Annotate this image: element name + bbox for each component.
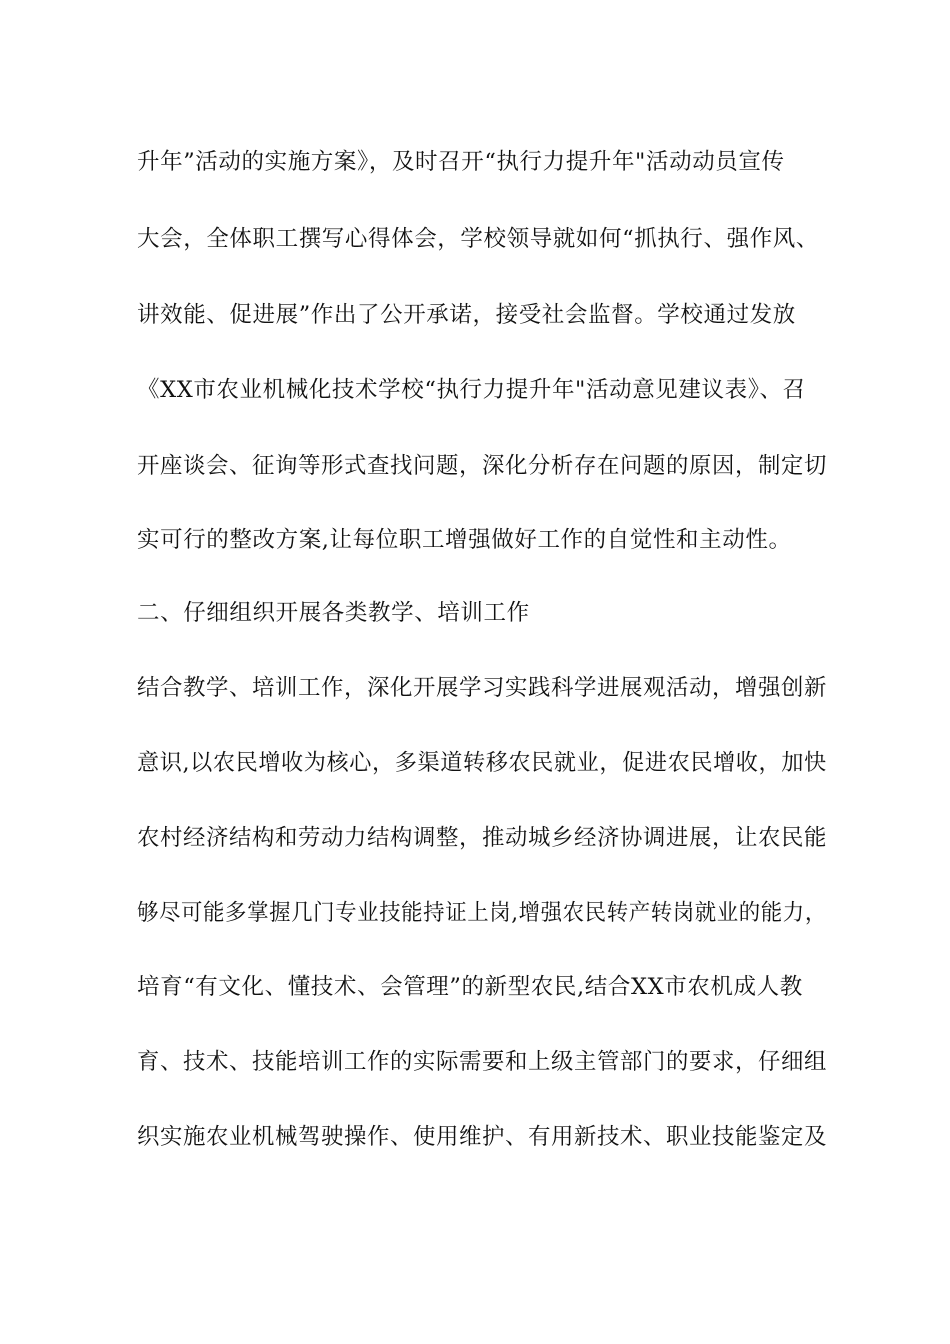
paragraph-line: 实可行的整改方案,让每位职工增强做好工作的自觉性和主动性。 — [137, 527, 792, 553]
paragraph-line: 培育“有文化、懂技术、会管理”的新型农民,结合XX市农机成人教 — [137, 974, 803, 1000]
paragraph-line: 开座谈会、征询等形式查找问题，深化分析存在问题的原因，制定切 — [137, 453, 828, 479]
paragraph-line: 育、技术、技能培训工作的实际需要和上级主管部门的要求，仔细组 — [137, 1049, 828, 1075]
paragraph-line: 结合教学、培训工作，深化开展学习实践科学进展观活动，增强创新 — [137, 675, 828, 701]
paragraph-line: 《XX市农业机械化技术学校“执行力提升年"活动意见建议表》、召 — [137, 377, 806, 403]
paragraph-line: 农村经济结构和劳动力结构调整，推动城乡经济协调进展，让农民能 — [137, 825, 828, 851]
section-heading: 二、仔细组织开展各类教学、培训工作 — [137, 600, 530, 626]
paragraph-line: 够尽可能多掌握几门专业技能持证上岗,增强农民转产转岗就业的能力， — [137, 900, 827, 926]
paragraph-line: 大会，全体职工撰写心得体会，学校领导就如何“抓执行、强作风、 — [137, 226, 820, 252]
paragraph-line: 讲效能、促进展”作出了公开承诺，接受社会监督。学校通过发放 — [137, 302, 796, 328]
paragraph-line: 升年”活动的实施方案》，及时召开“执行力提升年"活动动员宣传 — [137, 149, 785, 175]
paragraph-line: 织实施农业机械驾驶操作、使用维护、有用新技术、职业技能鉴定及 — [137, 1124, 828, 1150]
paragraph-line: 意识,以农民增收为核心，多渠道转移农民就业，促进农民增收，加快 — [137, 750, 827, 776]
